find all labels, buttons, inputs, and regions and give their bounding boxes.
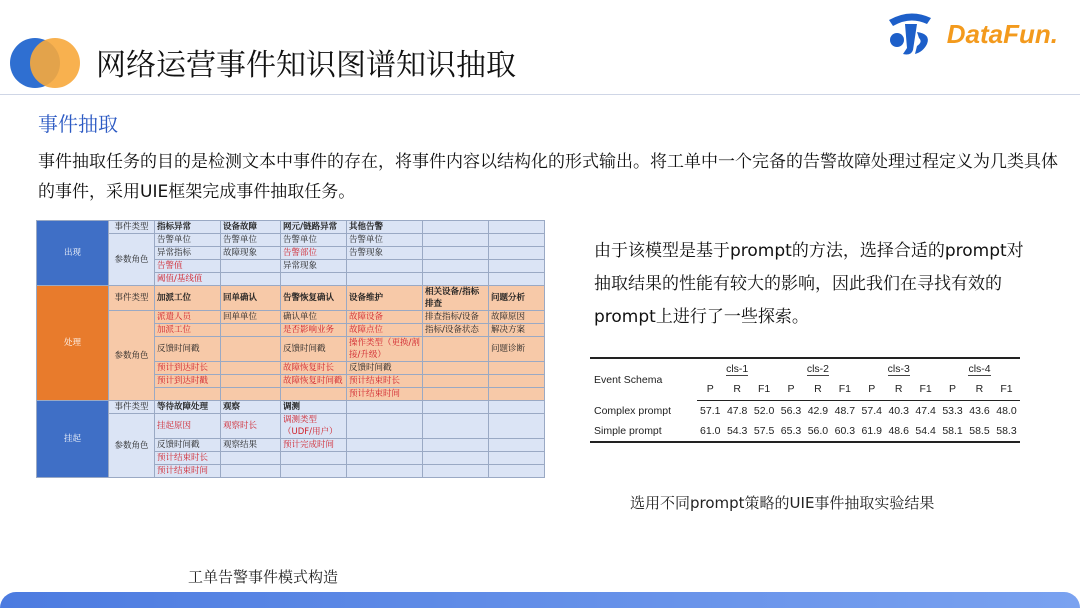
event-type-cell: 回单确认 <box>221 286 281 311</box>
role-cell: 操作类型（更换/割接/升级） <box>347 337 423 362</box>
role-cell: 调测类型（UDF/用户） <box>281 414 347 439</box>
event-role-row <box>37 414 545 439</box>
event-role-row <box>37 234 545 247</box>
result-value: 58.3 <box>993 421 1020 442</box>
role-cell: 告警值 <box>155 260 221 273</box>
result-value: 53.3 <box>942 404 963 417</box>
result-value: 43.6 <box>969 404 990 417</box>
result-value: 58.1 <box>939 421 966 442</box>
event-group-label: 出现 <box>37 221 109 286</box>
role-cell: 告警部位 <box>281 247 347 260</box>
role-cell: 反馈时间戳 <box>155 337 221 362</box>
result-value: 54.3 <box>724 421 751 442</box>
result-value: 48.7 <box>834 404 856 417</box>
result-value: 60.3 <box>831 421 858 442</box>
event-role-row <box>37 311 545 324</box>
role-cell <box>489 439 545 452</box>
role-cell <box>221 273 281 286</box>
event-type-cell: 设备维护 <box>347 286 423 311</box>
event-type-row <box>37 221 545 234</box>
role-cell <box>423 260 489 273</box>
metric-header: F1 <box>912 379 939 400</box>
role-cell: 挂起原因 <box>155 414 221 439</box>
role-cell: 观察结果 <box>221 439 281 452</box>
telecom-logo-icon <box>883 10 937 58</box>
result-value: 47.8 <box>726 404 748 417</box>
role-cell <box>281 273 347 286</box>
role-cell: 故障原因 <box>489 311 545 324</box>
role-cell: 故障恢复时间戳 <box>281 375 347 388</box>
role-cell <box>221 337 281 362</box>
role-cell <box>423 337 489 362</box>
event-type-cell: 相关设备/指标排查 <box>423 286 489 311</box>
role-cell: 告警单位 <box>221 234 281 247</box>
result-value: 57.5 <box>751 421 778 442</box>
role-cell <box>423 362 489 375</box>
event-type-cell: 加派工位 <box>155 286 221 311</box>
event-type-cell <box>423 221 489 234</box>
role-label: 参数角色 <box>109 414 155 478</box>
event-type-cell: 问题分析 <box>489 286 545 311</box>
role-cell: 预计结束时间 <box>347 388 423 401</box>
role-cell: 反馈时间戳 <box>281 337 347 362</box>
role-cell: 指标/设备状态 <box>423 324 489 337</box>
role-cell: 确认单位 <box>281 311 347 324</box>
role-cell: 预计完成时间 <box>281 439 347 452</box>
metric-header: F1 <box>993 379 1020 400</box>
metric-header: P <box>939 379 966 400</box>
role-cell: 告警单位 <box>347 234 423 247</box>
event-schema-table <box>36 220 545 478</box>
page-title: 网络运营事件知识图谱知识抽取 <box>96 48 516 83</box>
results-table-caption: 选用不同prompt策略的UIE事件抽取实验结果 <box>630 494 935 512</box>
title-divider <box>0 94 1080 95</box>
role-cell: 反馈时间戳 <box>155 439 221 452</box>
metric-header: F1 <box>831 379 858 400</box>
footer-bar <box>0 592 1080 608</box>
role-cell <box>347 273 423 286</box>
class-header: cls-3 <box>858 358 939 379</box>
class-header: cls-1 <box>697 358 778 379</box>
role-cell: 预计结束时长 <box>155 452 221 465</box>
role-cell <box>423 375 489 388</box>
role-cell <box>221 452 281 465</box>
event-type-cell: 指标异常 <box>155 221 221 234</box>
event-type-cell: 告警恢复确认 <box>281 286 347 311</box>
role-cell: 回单单位 <box>221 311 281 324</box>
results-row <box>590 421 1020 442</box>
role-cell: 告警单位 <box>155 234 221 247</box>
prompt-name: Complex prompt <box>594 404 672 417</box>
role-cell: 解决方案 <box>489 324 545 337</box>
event-type-cell: 等待故障处理 <box>155 401 221 414</box>
role-cell <box>423 439 489 452</box>
results-table <box>590 357 1020 443</box>
role-cell <box>423 247 489 260</box>
metric-header: P <box>858 379 885 400</box>
metric-header: R <box>724 379 751 400</box>
role-cell <box>221 324 281 337</box>
role-cell <box>489 234 545 247</box>
metric-header: R <box>966 379 993 400</box>
role-cell <box>489 388 545 401</box>
event-type-cell <box>423 401 489 414</box>
role-cell <box>347 465 423 478</box>
role-cell <box>347 414 423 439</box>
role-cell: 预计到达时长 <box>155 362 221 375</box>
role-cell <box>489 247 545 260</box>
metric-header: F1 <box>751 379 778 400</box>
role-cell: 异常指标 <box>155 247 221 260</box>
results-header-row <box>590 358 1020 379</box>
role-cell: 预计到达时戳 <box>155 375 221 388</box>
result-value: 48.0 <box>996 404 1017 417</box>
metric-header: R <box>885 379 912 400</box>
role-cell: 加派工位 <box>155 324 221 337</box>
role-cell <box>221 375 281 388</box>
role-cell <box>155 388 221 401</box>
event-type-cell <box>347 401 423 414</box>
event-type-cell: 调测 <box>281 401 347 414</box>
event-type-cell <box>489 221 545 234</box>
role-cell <box>221 465 281 478</box>
results-row <box>590 400 1020 421</box>
role-cell: 异常现象 <box>281 260 347 273</box>
decorative-circles <box>0 30 80 100</box>
metric-header: P <box>778 379 805 400</box>
role-cell: 阈值/基线值 <box>155 273 221 286</box>
role-cell: 故障设备 <box>347 311 423 324</box>
role-cell: 是否影响业务 <box>281 324 347 337</box>
role-cell: 告警现象 <box>347 247 423 260</box>
role-cell: 反馈时间戳 <box>347 362 423 375</box>
role-cell: 故障点位 <box>347 324 423 337</box>
result-value: 61.9 <box>858 421 885 442</box>
role-label: 参数角色 <box>109 234 155 286</box>
role-cell <box>221 388 281 401</box>
role-cell <box>423 388 489 401</box>
role-cell <box>281 388 347 401</box>
role-cell <box>423 273 489 286</box>
class-header: cls-4 <box>939 358 1020 379</box>
intro-paragraph: 事件抽取任务的目的是检测文本中事件的存在，将事件内容以结构化的形式输出。将工单中一个完备的告警故障处理过程定义为几类具体的事件，采用UIE框架完成事件抽取任务。 <box>38 152 1058 202</box>
result-value: 61.0 <box>697 421 724 442</box>
result-value: 47.4 <box>915 404 936 417</box>
role-label: 参数角色 <box>109 311 155 401</box>
event-type-cell: 网元/链路异常 <box>281 221 347 234</box>
schema-label: Event Schema <box>590 358 697 400</box>
prompt-explanation: 由于该模型是基于prompt的方法，选择合适的prompt对抽取结果的性能有较大的影响，因此我们在寻找有效的prompt上进行了一些探索。 <box>594 241 1024 327</box>
result-value: 48.6 <box>885 421 912 442</box>
event-group-label: 挂起 <box>37 401 109 478</box>
role-cell <box>489 465 545 478</box>
event-type-cell: 其他告警 <box>347 221 423 234</box>
role-cell <box>423 414 489 439</box>
section-heading: 事件抽取 <box>38 112 118 136</box>
role-cell <box>347 439 423 452</box>
role-cell <box>221 260 281 273</box>
role-cell: 问题诊断 <box>489 337 545 362</box>
event-type-cell <box>489 401 545 414</box>
class-header: cls-2 <box>778 358 859 379</box>
role-cell <box>489 375 545 388</box>
role-cell <box>423 234 489 247</box>
event-type-label: 事件类型 <box>109 221 155 234</box>
role-cell <box>347 452 423 465</box>
role-cell: 故障恢复时长 <box>281 362 347 375</box>
role-cell: 故障现象 <box>221 247 281 260</box>
role-cell <box>347 260 423 273</box>
result-value: 42.9 <box>807 404 829 417</box>
role-cell <box>221 362 281 375</box>
role-cell: 告警单位 <box>281 234 347 247</box>
result-value: 56.0 <box>804 421 831 442</box>
event-table-caption: 工单告警事件模式构造 <box>188 568 339 586</box>
metric-header: R <box>804 379 831 400</box>
event-group-label: 处理 <box>37 286 109 401</box>
event-type-label: 事件类型 <box>109 401 155 414</box>
result-value: 57.1 <box>700 404 721 417</box>
role-cell <box>489 273 545 286</box>
role-cell <box>281 452 347 465</box>
result-value: 54.4 <box>912 421 939 442</box>
result-value: 56.3 <box>780 404 802 417</box>
event-type-cell: 观察 <box>221 401 281 414</box>
role-cell <box>489 260 545 273</box>
datafun-logo: DataFun. <box>946 18 1058 49</box>
orange-circle <box>30 38 80 88</box>
event-type-row <box>37 401 545 414</box>
role-cell: 派遣人员 <box>155 311 221 324</box>
role-cell: 观察时长 <box>221 414 281 439</box>
result-value: 58.5 <box>966 421 993 442</box>
role-cell: 排查指标/设备 <box>423 311 489 324</box>
role-cell <box>489 452 545 465</box>
role-cell <box>423 465 489 478</box>
event-type-label: 事件类型 <box>109 286 155 311</box>
role-cell <box>423 452 489 465</box>
role-cell <box>281 465 347 478</box>
event-type-cell: 设备故障 <box>221 221 281 234</box>
role-cell <box>489 414 545 439</box>
event-type-row <box>37 286 545 311</box>
brand-area <box>883 10 1058 58</box>
role-cell: 预计结束时长 <box>347 375 423 388</box>
result-value: 57.4 <box>861 404 882 417</box>
result-value: 52.0 <box>753 404 775 417</box>
role-cell: 预计结束时间 <box>155 465 221 478</box>
role-cell <box>489 362 545 375</box>
result-value: 40.3 <box>888 404 909 417</box>
prompt-name: Simple prompt <box>590 421 697 442</box>
metric-header: P <box>697 379 724 400</box>
result-value: 65.3 <box>778 421 805 442</box>
